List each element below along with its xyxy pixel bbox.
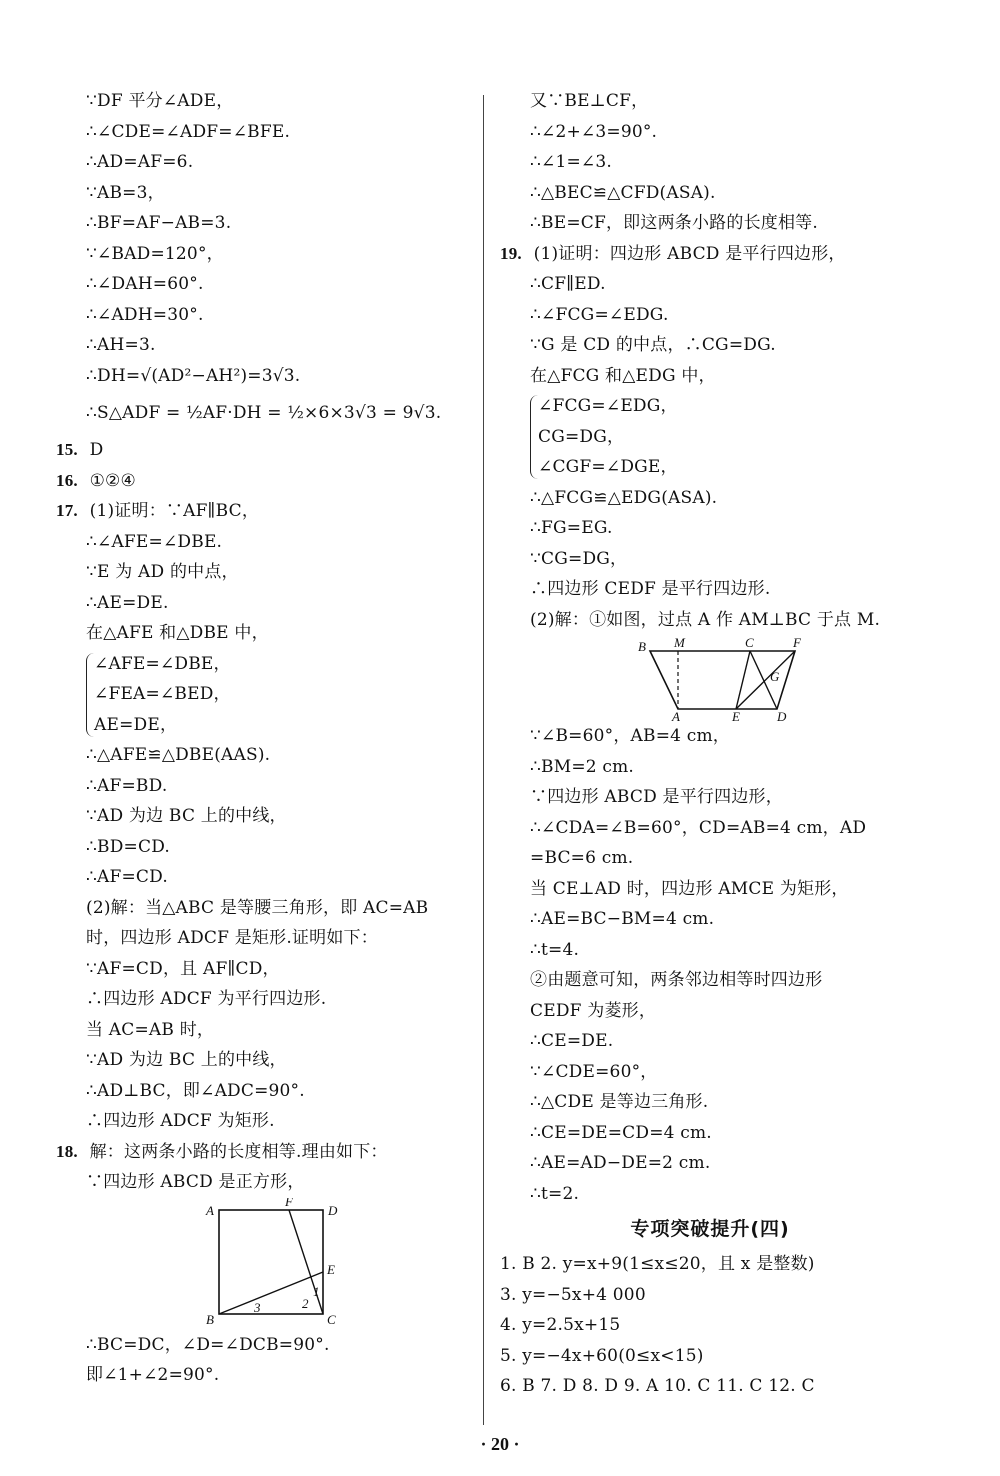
- text-line: ∴∠1=∠3.: [530, 152, 612, 172]
- segment-ce: [736, 651, 750, 709]
- text-line: ∵四边形 ABCD 是正方形，: [86, 1172, 305, 1192]
- text-line: ∴四边形 CEDF 是平行四边形.: [530, 579, 771, 599]
- text-line: ∴CE=DE=CD=4 cm.: [530, 1122, 712, 1143]
- text-line: 时，四边形 ADCF 是矩形.证明如下：: [86, 928, 378, 948]
- text-line: ∴∠CDA=∠B=60°，CD=AB=4 cm，AD: [530, 817, 867, 838]
- text-line: ∴AD⊥BC，即∠ADC=90°.: [86, 1080, 305, 1101]
- parallelogram-figure: [500, 635, 920, 721]
- text-line: ∵AF=CD，且 AF∥CD，: [86, 958, 280, 979]
- question-number: 17.: [56, 501, 78, 520]
- text-line: (2)解：当△ABC 是等腰三角形，即 AC=AB: [86, 897, 429, 918]
- text-line: ∴AE=AD−DE=2 cm.: [530, 1153, 711, 1173]
- left-column: [56, 86, 476, 1391]
- label-d: D: [328, 1202, 338, 1218]
- text-line: ∴AE=BC−BM=4 cm.: [530, 909, 715, 929]
- answer-text: (1)证明：四边形 ABCD 是平行四边形，: [533, 243, 846, 264]
- label-angle-2: 2: [302, 1295, 309, 1311]
- question-number: 16.: [56, 470, 78, 490]
- text-line: ∴BM=2 cm.: [530, 756, 635, 777]
- text-line: ∴CF∥ED.: [530, 274, 606, 294]
- text-line: 又∵BE⊥CF，: [530, 91, 649, 111]
- text-line: ∵∠CDE=60°，: [530, 1061, 658, 1082]
- answer-text: ①②④: [89, 470, 136, 491]
- answer-text: D: [89, 440, 104, 460]
- text-line: ∵G 是 CD 的中点，∴CG=DG.: [530, 335, 776, 355]
- text-line: ∵AD 为边 BC 上的中线，: [86, 1050, 287, 1070]
- square-diagram: [56, 1198, 476, 1330]
- text-line: ∵CG=DG，: [530, 548, 628, 569]
- answer-text: (1)证明：∵AF∥BC，: [89, 501, 260, 521]
- answer-line: 1. B 2. y=x+9(1≤x≤20，且 x 是整数): [500, 1254, 815, 1274]
- label-b: B: [206, 1311, 214, 1327]
- text-line: =BC=6 cm.: [530, 848, 634, 868]
- answer-line: 4. y=2.5x+15: [500, 1315, 621, 1335]
- question-number: 15.: [56, 440, 78, 459]
- label-c: C: [327, 1311, 336, 1327]
- condition-brace: [56, 649, 476, 741]
- text-line: ∴△BEC≌△CFD(ASA).: [530, 182, 716, 203]
- text-line: ∴∠FCG=∠EDG.: [530, 304, 669, 325]
- text-line: (2)解：①如图，过点 A 作 AM⊥BC 于点 M.: [530, 609, 881, 630]
- text-line: ∵四边形 ABCD 是平行四边形，: [530, 787, 783, 807]
- text-line: CEDF 为菱形，: [530, 1000, 657, 1021]
- text-line: ∵E 为 AD 的中点，: [86, 562, 239, 582]
- text-line: 当 CE⊥AD 时，四边形 AMCE 为矩形，: [530, 878, 849, 899]
- text-line: ∠CGF=∠DGE，: [538, 457, 678, 477]
- label-g: G: [770, 669, 780, 684]
- text-line: ∴CE=DE.: [530, 1031, 614, 1051]
- right-column: [500, 86, 920, 1402]
- text-line: ∴∠DAH=60°.: [86, 274, 204, 294]
- text-line: ∴△AFE≌△DBE(AAS).: [86, 745, 271, 765]
- text-line: 在△AFE 和△DBE 中，: [86, 623, 269, 643]
- text-line: ∴BE=CF，即这两条小路的长度相等.: [530, 213, 818, 233]
- answer-line: 6. B 7. D 8. D 9. A 10. C 11. C 12. C: [500, 1376, 815, 1396]
- text-line: ∠AFE=∠DBE，: [94, 653, 231, 674]
- text-line: CG=DG，: [538, 426, 625, 447]
- text-line: ∴t=2.: [530, 1183, 580, 1204]
- label-angle-1: 1: [313, 1283, 320, 1299]
- text-line: ∴∠ADH=30°.: [86, 304, 204, 325]
- question-number: 18.: [56, 1141, 78, 1161]
- text-line: ∴AF=CD.: [86, 867, 168, 887]
- answer-16: [56, 466, 476, 497]
- text-line: ②由题意可知，两条邻边相等时四边形: [530, 970, 823, 990]
- label-f: F: [285, 1197, 293, 1209]
- condition-brace: [500, 391, 920, 483]
- answer-15: [56, 435, 476, 466]
- text-line: ∴DH=√(AD²−AH²)=3√3.: [86, 365, 301, 386]
- answer-19-header: [500, 239, 920, 270]
- label-a: A: [206, 1202, 214, 1218]
- text-line: ∵AB=3，: [86, 182, 165, 203]
- label-d: D: [777, 709, 787, 721]
- label-c: C: [745, 635, 754, 650]
- label-e: E: [327, 1261, 335, 1277]
- text-line: ∠FCG=∠EDG，: [538, 396, 678, 416]
- text-line: ∴AD=AF=6.: [86, 152, 194, 172]
- square-figure: [56, 1198, 476, 1330]
- label-angle-3: 3: [254, 1299, 261, 1315]
- text-line: ∵DF 平分∠ADE，: [86, 91, 234, 111]
- answer-line: 5. y=−4x+60(0≤x<15): [500, 1345, 704, 1366]
- text-line: ∵AD 为边 BC 上的中线，: [86, 806, 287, 826]
- text-line: ∴∠2+∠3=90°.: [530, 121, 658, 142]
- text-line: ∴四边形 ADCF 为平行四边形.: [86, 989, 327, 1009]
- text-line: 在△FCG 和△EDG 中，: [530, 365, 716, 386]
- answer-text: 解：这两条小路的长度相等.理由如下：: [89, 1141, 388, 1162]
- text-line: ∴BD=CD.: [86, 836, 171, 857]
- text-line: AE=DE，: [94, 714, 178, 735]
- text-line: ∴AF=BD.: [86, 775, 168, 796]
- text-line: ∴∠CDE=∠ADF=∠BFE.: [86, 121, 291, 142]
- question-number: 19.: [500, 243, 522, 263]
- text-line: ∵∠B=60°，AB=4 cm，: [530, 726, 731, 746]
- text-line: ∴FG=EG.: [530, 518, 613, 538]
- text-line: ∠FEA=∠BED，: [94, 684, 231, 704]
- text-line: ∴AH=3.: [86, 335, 156, 355]
- area-formula-line: ∴S△ADF = ½AF·DH = ½×6×3√3 = 9√3.: [86, 403, 442, 423]
- column-divider: [483, 95, 484, 1425]
- text-line: ∴BF=AF−AB=3.: [86, 213, 232, 233]
- text-line: ∴∠AFE=∠DBE.: [86, 531, 223, 552]
- page-number: · 20 ·: [480, 1434, 520, 1454]
- text-line: ∴BC=DC，∠D=∠DCB=90°.: [86, 1334, 330, 1355]
- section-title: 专项突破提升(四): [630, 1218, 790, 1240]
- answer-17-header: [56, 496, 476, 527]
- label-a: A: [672, 709, 680, 721]
- label-m: M: [674, 635, 685, 650]
- text-line: ∵∠BAD=120°，: [86, 243, 224, 264]
- label-f: F: [793, 635, 801, 650]
- text-line: 当 AC=AB 时，: [86, 1019, 215, 1040]
- text-line: ∴AE=DE.: [86, 592, 169, 613]
- text-line: ∴四边形 ADCF 为矩形.: [86, 1111, 275, 1131]
- label-b: B: [638, 639, 646, 654]
- text-line: ∴t=4.: [530, 939, 580, 960]
- text-line: ∴△FCG≌△EDG(ASA).: [530, 487, 718, 508]
- text-line: 即∠1+∠2=90°.: [86, 1365, 220, 1385]
- answer-line: 3. y=−5x+4 000: [500, 1284, 646, 1305]
- answer-18-header: [56, 1137, 476, 1168]
- label-e: E: [732, 709, 740, 721]
- text-line: ∴△CDE 是等边三角形.: [530, 1092, 709, 1112]
- parallelogram-diagram: [500, 635, 920, 721]
